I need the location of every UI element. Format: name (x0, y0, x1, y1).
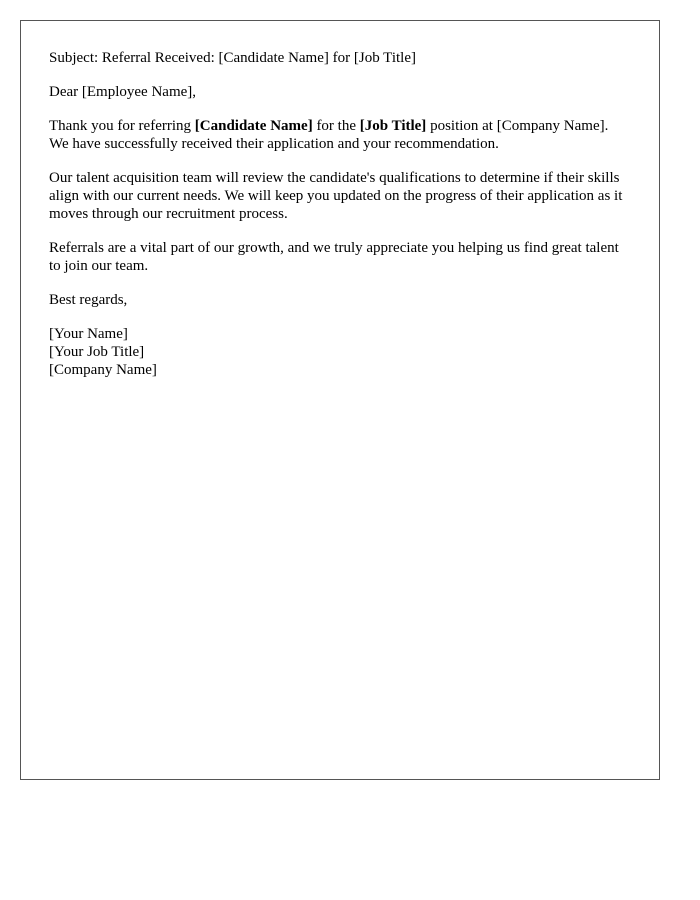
signature-name: [Your Name] (49, 326, 128, 342)
signature-company: [Company Name] (49, 362, 157, 378)
letter-frame (20, 20, 660, 780)
letter-subject: Subject: Referral Received: [Candidate Name] for [Job Title] (49, 50, 416, 66)
paragraph-1-text-b: for the (312, 118, 360, 134)
paragraph-1-text-c: position at [Company Name]. We have successfully received their application and your recommendation. (49, 118, 609, 152)
job-title-placeholder: [Job Title] (359, 118, 427, 134)
letter-paragraph-1 (49, 117, 631, 153)
signature-job-title: [Your Job Title] (49, 344, 145, 360)
candidate-name-placeholder: [Candidate Name] (194, 118, 313, 134)
letter-signature (49, 325, 631, 379)
letter-paragraph-2: Our talent acquisition team will review the candidate's qualifications to determine if their skills align with our current needs. We will keep you updated on the progress of their application as it moves through our recruitment process. (49, 170, 623, 222)
letter-paragraph-3: Referrals are a vital part of our growth, and we truly appreciate you helping us find great talent to join our team. (49, 240, 619, 274)
letter-greeting: Dear [Employee Name], (49, 84, 197, 100)
letter-closing: Best regards, (49, 292, 128, 308)
letter-body (49, 49, 631, 379)
paragraph-1-text-a: Thank you for referring (49, 118, 195, 134)
